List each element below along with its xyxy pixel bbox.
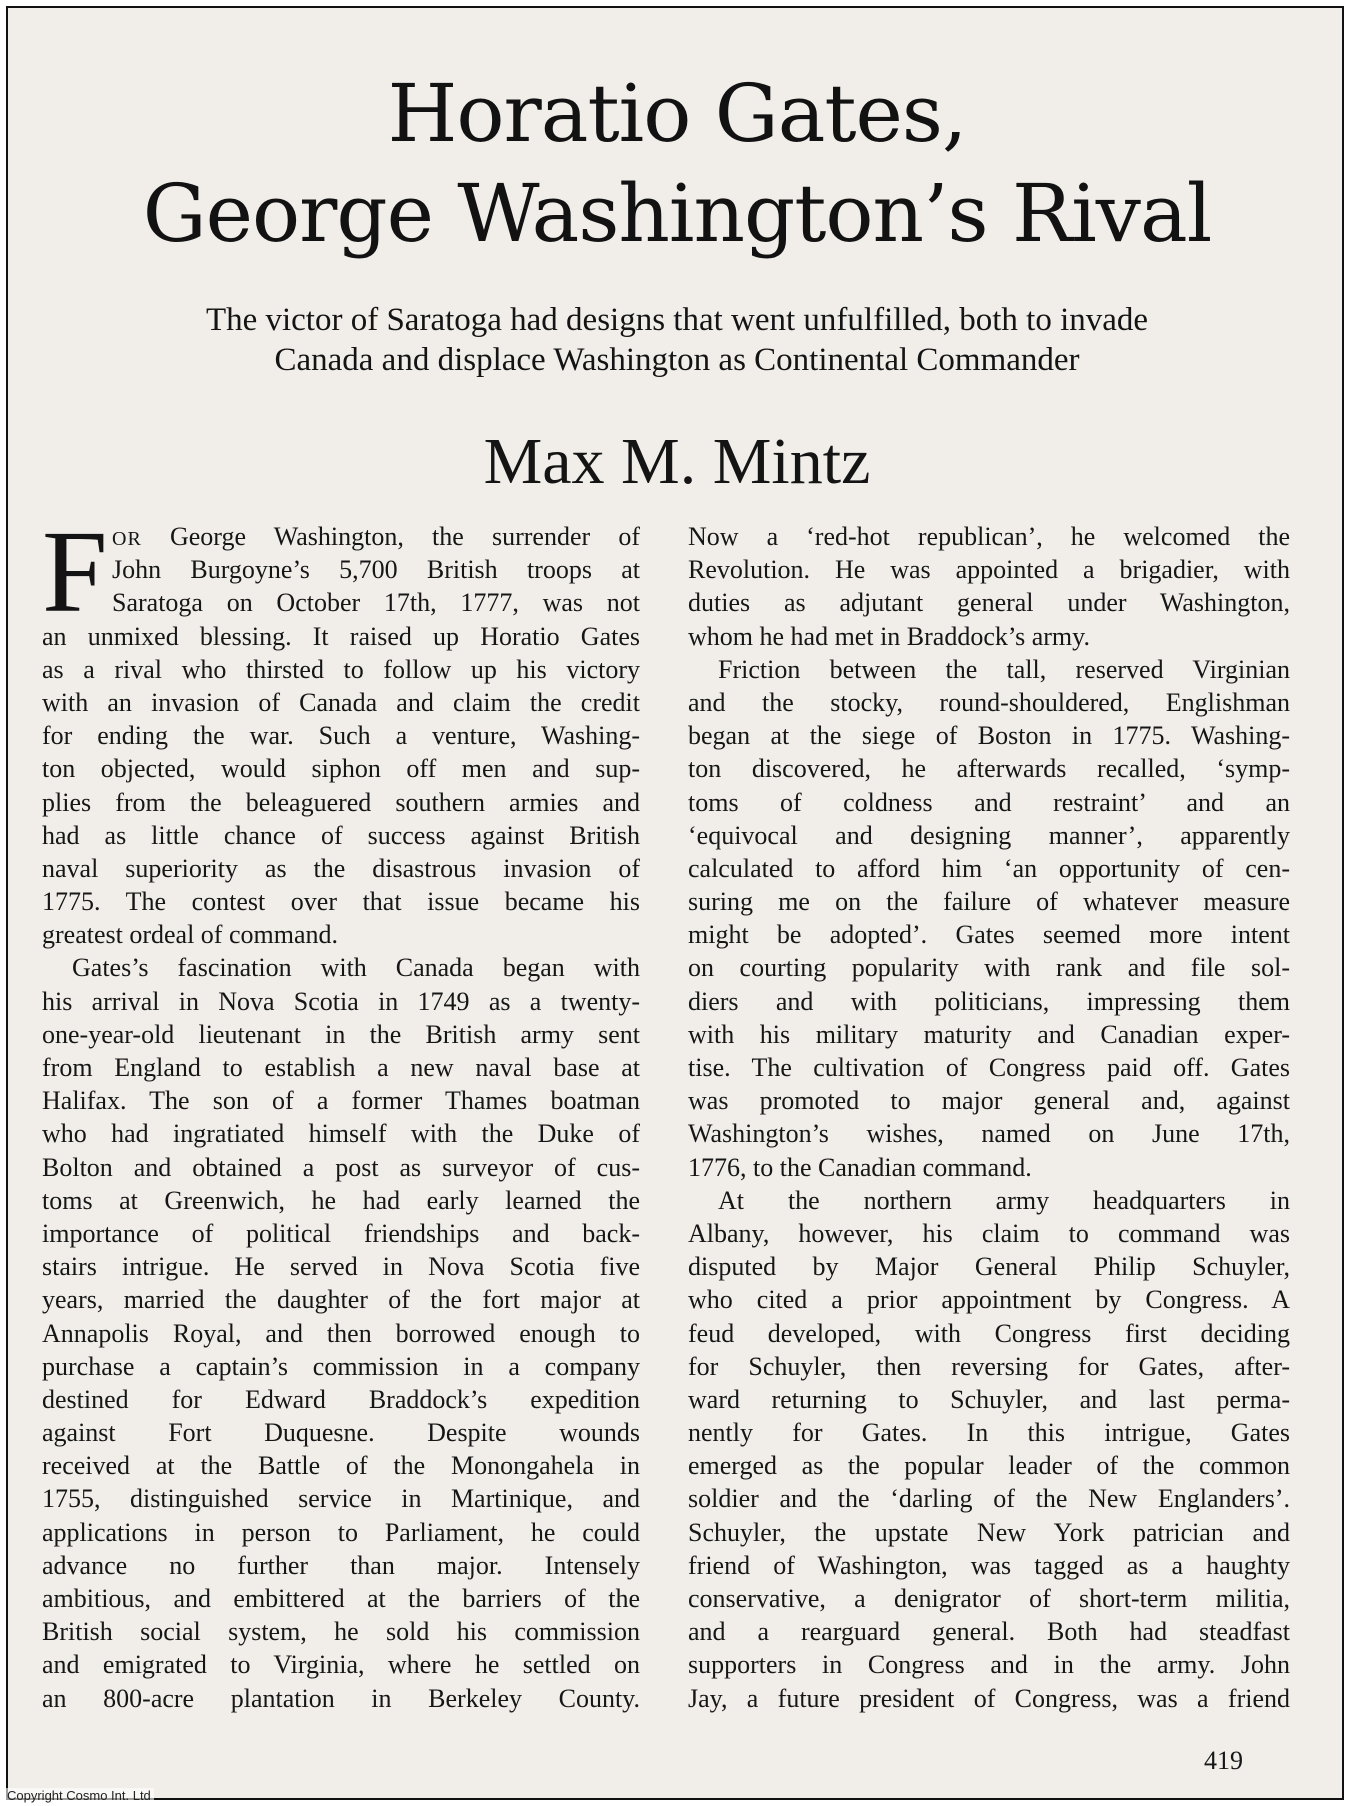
body-line: and emigrated to Virginia, where he settled on [42,1650,640,1680]
body-line: 1755, distinguished service in Martinique, and [42,1484,640,1514]
body-line: conservative, a denigrator of short-term militia, [688,1584,1290,1613]
body-line: applications in person to Parliament, he could [42,1517,640,1547]
body-line: ton objected, would siphon off men and sup- [42,754,640,784]
body-line: Schuyler, the upstate New York patrician and [688,1517,1290,1547]
body-line: was promoted to major general and, against [688,1086,1290,1116]
copyright-notice: Copyright Cosmo Int. Ltd [4,1788,154,1803]
body-line: plies from the beleaguered southern armies and [42,787,640,817]
body-line: Now a ‘red-hot republican’, he welcomed the [688,522,1290,551]
body-line: one-year-old lieutenant in the British army sent [42,1019,640,1049]
body-line: began at the siege of Boston in 1775. Washing- [688,721,1290,751]
body-line: ambitious, and embittered at the barriers of the [42,1584,640,1613]
body-line: for Schuyler, then reversing for Gates, after- [688,1351,1290,1381]
body-line: purchase a captain’s commission in a company [42,1351,640,1381]
body-line: Albany, however, his claim to command was [688,1218,1290,1248]
body-line: friend of Washington, was tagged as a haughty [688,1550,1290,1580]
body-line: suring me on the failure of whatever measure [688,887,1290,917]
body-line: had as little chance of success against British [42,820,640,850]
body-line: whom he had met in Braddock’s army. [688,621,1090,651]
body-line: received at the Battle of the Monongahela in [42,1451,640,1481]
body-line: tise. The cultivation of Congress paid off. Gates [688,1053,1290,1082]
body-line: calculated to afford him ‘an opportunity of cen- [688,853,1290,883]
body-line: 1776, to the Canadian command. [688,1152,1032,1182]
body-line: toms at Greenwich, he had early learned the [42,1185,640,1215]
first-word-smallcaps: OR [112,528,142,550]
body-line: his arrival in Nova Scotia in 1749 as a twenty- [42,986,640,1016]
body-line: greatest ordeal of command. [42,920,338,950]
drop-cap: F [42,506,108,637]
body-line: an unmixed blessing. It raised up Horatio Gates [42,621,640,651]
body-line: from England to establish a new naval base at [42,1053,640,1082]
body-line: Annapolis Royal, and then borrowed enough to [42,1318,640,1348]
article-title-line-2: George Washington’s Rival [142,167,1212,260]
body-line: Washington’s wishes, named on June 17th, [688,1119,1290,1149]
body-line: Saratoga on October 17th, 1777, was not [112,588,640,618]
body-line: Halifax. The son of a former Thames boatman [42,1086,640,1116]
body-line: and a rearguard general. Both had steadfast [688,1617,1290,1647]
body-line: advance no further than major. Intensely [42,1550,640,1580]
body-line: duties as adjutant general under Washington, [688,588,1290,618]
body-line: who had ingratiated himself with the Duke of [42,1119,640,1149]
left-column [42,506,640,1715]
body-line: who cited a prior appointment by Congress. A [688,1285,1290,1315]
body-line: British social system, he sold his commission [42,1617,640,1647]
article-subtitle-line-2: Canada and displace Washington as Continental Commander [274,342,1080,378]
body-line: diers and with politicians, impressing them [688,986,1290,1016]
body-line: for ending the war. Such a venture, Washing- [42,721,640,751]
body-line: At the northern army headquarters in [718,1185,1290,1215]
body-line: importance of political friendships and back- [42,1218,640,1248]
body-line: ward returning to Schuyler, and last perma- [688,1384,1290,1414]
body-line: stairs intrigue. He served in Nova Scotia five [42,1252,640,1282]
article-subtitle-line-1: The victor of Saratoga had designs that went unfulfilled, both to invade [205,302,1149,338]
body-line: 1775. The contest over that issue became his [42,887,640,917]
body-line: Jay, a future president of Congress, was a friend [688,1683,1290,1713]
body-line [42,520,640,553]
body-line-text: George Washington, the surrender of [141,522,640,551]
body-line: soldier and the ‘darling of the New Englanders’. [688,1484,1290,1514]
body-line: with his military maturity and Canadian exper- [688,1019,1290,1049]
body-line: with an invasion of Canada and claim the credit [42,687,640,717]
body-line: ‘equivocal and designing manner’, apparently [688,820,1290,850]
body-line: feud developed, with Congress first deciding [688,1318,1290,1348]
body-line: Friction between the tall, reserved Virginian [718,654,1290,684]
body-line: John Burgoyne’s 5,700 British troops at [112,555,640,585]
body-line: Gates’s fascination with Canada began with [72,953,640,983]
body-line: destined for Edward Braddock’s expedition [42,1384,640,1414]
article-author: Max M. Mintz [483,425,871,498]
body-line: an 800-acre plantation in Berkeley County. [42,1683,640,1713]
body-line: disputed by Major General Philip Schuyler, [688,1252,1290,1282]
body-line: against Fort Duquesne. Despite wounds [42,1418,640,1448]
magazine-page [6,6,1344,1800]
right-column [688,520,1290,1715]
body-line: ton discovered, he afterwards recalled, ‘symp- [688,754,1290,784]
article-title-line-1: Horatio Gates, [387,67,967,160]
body-line: on courting popularity with rank and file sol- [688,953,1290,983]
body-line: Revolution. He was appointed a brigadier, with [688,555,1290,585]
body-line: emerged as the popular leader of the common [688,1451,1290,1481]
body-line: supporters in Congress and in the army. John [688,1650,1290,1680]
body-line: naval superiority as the disastrous invasion of [42,853,640,883]
body-line: and the stocky, round-shouldered, Englishman [688,687,1290,717]
body-line: as a rival who thirsted to follow up his victory [42,654,640,684]
body-line: Bolton and obtained a post as surveyor of cus- [42,1152,640,1182]
body-line: toms of coldness and restraint’ and an [688,787,1290,817]
body-line: nently for Gates. In this intrigue, Gates [688,1418,1290,1448]
page-number: 419 [1204,1746,1243,1775]
body-line: might be adopted’. Gates seemed more intent [688,920,1290,950]
body-line: years, married the daughter of the fort major at [42,1285,640,1315]
